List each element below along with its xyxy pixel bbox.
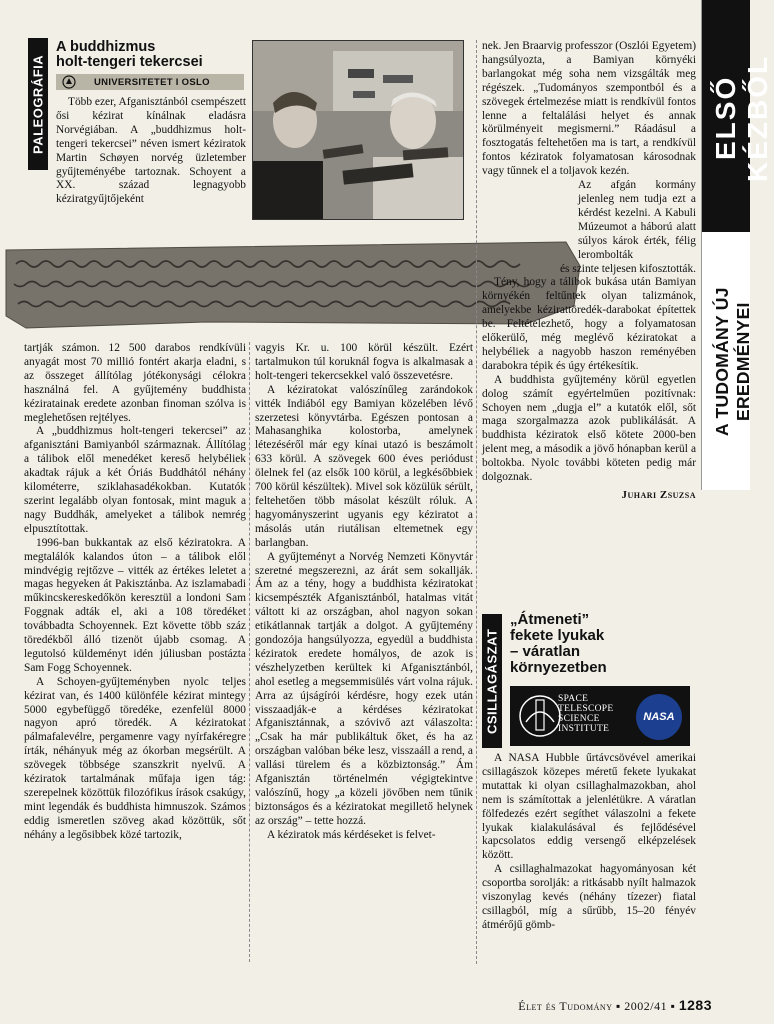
paragraph: vagyis Kr. u. 100 körül készült. Ezért tartalmukon túl koruknál fogva is alkalmasak a holt-tengeri tekercsekkel való összevetésre. bbox=[255, 342, 473, 382]
banner-title-elso-kezbol: ELSŐ KÉZBŐL bbox=[710, 54, 773, 182]
paragraph: A „buddhizmus holt-tengeri tekercsei” az afganisztáni Bamiyanból származnak. Állítólag a tálibok elől menedéket kereső helybéliek akadtak rájuk a két Óriás Buddhától néhány kilométerre, sziklahasadékokban. Kutatók szerint legalább olyan fontosak, mint maguk a nagy Buddhák, amelyeket a tálibok nemrég elpusztítottak. bbox=[24, 425, 246, 535]
stsci-text: TELESCOPE bbox=[558, 704, 614, 714]
author-byline: Juhari Zsuzsa bbox=[621, 489, 696, 501]
stsci-nasa-logo-panel bbox=[510, 686, 690, 746]
article1-column2 bbox=[255, 342, 473, 843]
stsci-wordmark bbox=[558, 694, 613, 734]
paragraph: nek. Jen Braarvig professzor (Oszlói Egyetem) hangsúlyozta, a Bamiyan környéki barlangokat még soha nem vizsgálták meg régészek. „Tudományos szempontból és a szövegek értelmezése miatt is rendkívül fontos lenne a feltalálási helyet és annak körülményeit megismerni.” Ráadásul a fosztogatás feltehetően ma is tart, a rendkívül fontos kéziratok folyamatosan károsodnak vagy tűnnek el a toljavok kezén. bbox=[482, 40, 696, 178]
footer-bullet: ▪ bbox=[615, 999, 625, 1013]
article2-body bbox=[482, 752, 696, 933]
column-divider bbox=[249, 342, 250, 962]
section-tag-paleografia: PALEOGRÁFIA bbox=[28, 38, 48, 170]
stsci-logo-icon bbox=[516, 692, 564, 740]
researchers-photo bbox=[252, 40, 464, 220]
stsci-text: INSTITUTE bbox=[558, 724, 610, 734]
column-divider bbox=[476, 40, 477, 964]
paragraph: A csillaghalmazokat hagyományosan két csoportba sorolják: a ritkásabb nyílt halmazok viszonylag kevés (néhány tízezer) fiatal csillagból, míg a sűrűbb, 15–20 fényév átmérőjű gömb- bbox=[482, 863, 696, 931]
paragraph: A kéziratok más kérdéseket is felvet- bbox=[267, 828, 436, 841]
article2-title-line4: környezetben bbox=[510, 659, 607, 676]
nasa-text: NASA bbox=[643, 711, 675, 723]
paragraph: A NASA Hubble űrtávcsövével amerikai csillagászok közepes méretű fekete lyukakat mutattak ki olyan csillaghalmazokban, ahol nem is számítottak a jelenlétükre. A váratlan fölfedezés ezért segíthet válaszolni a fekete lyukak kialakulásával és fejlődésével kapcsolatos eddig versengő elképzelések között. bbox=[482, 752, 696, 862]
article2-title-line3: – váratlan bbox=[510, 643, 581, 660]
page-number: 1283 bbox=[678, 997, 712, 1013]
article1-title bbox=[56, 40, 246, 70]
paragraph: Az afgán kormány jelenleg nem tudja ezt a kérdést kezelni. A Kabuli Múzeumot a háború alatt súlyos károk érték, félig lerombolták bbox=[578, 179, 696, 261]
article1-column1 bbox=[24, 342, 246, 843]
article2-title-line1: „Átmeneti” bbox=[510, 611, 590, 628]
paragraph: A Schoyen-gyűjteményben nyolc teljes kézirat van, és 1400 különféle kézirat mintegy 5000 egybefüggő töredéke, ezenfelül 8000 nagyon apró töredék. A kéziratokat pálmafalevélre, pergamenre vagy nyírfakéregre írták, néhányuk még az ókorban megsérült. A szövegek többsége szanszkrit nyelvű. A kéziratok tartalmának műfaja igen tág: szerepelnek közöttük filozófikus írások csakúgy, mint legendák és buddhista himnuszok. Számos eddig ismeretlen szöveg akad közöttük, sőt néhány a legősibbek közé tartozik, bbox=[24, 675, 246, 841]
article1-column3 bbox=[482, 40, 696, 503]
article2-title-line2: fekete lyukak bbox=[510, 627, 605, 644]
banner-subtitle: A TUDOMÁNY ÚJ EREDMÉNYEI bbox=[712, 287, 753, 437]
section-tag-csillagaszat: CSILLAGÁSZAT bbox=[482, 614, 502, 748]
nasa-logo-icon bbox=[636, 694, 682, 740]
stsci-text: SCIENCE bbox=[558, 714, 600, 724]
journal-name: Élet és Tudomány bbox=[518, 999, 613, 1013]
paragraph: és szinte teljesen kifosztották. bbox=[559, 262, 696, 275]
stsci-text: SPACE bbox=[558, 694, 589, 704]
source-label: UNIVERSITETET I OSLO bbox=[94, 76, 210, 88]
paragraph: tartják számon. 12 500 darabos rendkívüli anyagát most 70 millió fontért akarja eladni, s az összeget állítólag jótékonysági célokra használná fel. A gyűjtemény buddhista kéziratainak eredete azonban finoman szólva is meglehetősen rejtélyes. bbox=[24, 342, 246, 424]
page-footer bbox=[518, 997, 712, 1014]
article1-title-line2: holt-tengeri tekercsei bbox=[56, 54, 203, 70]
article1-intro-text: Több ezer, Afganisztánból csempészett ősi kézirat kínálnak eladásra Norvégiában. A „buddhizmus holt-tengeri tekercsei” néven ismert kéziratok Martin Schøyen norvég üzletember gyűjteményébe tartoznak. Schoyent a XX. század legnagyobb kéziratgyűjtőjeként bbox=[56, 96, 246, 206]
issue-number: 2002/41 bbox=[624, 999, 668, 1013]
source-bar bbox=[56, 74, 244, 90]
footer-bullet: ▪ bbox=[670, 999, 679, 1013]
section-banner bbox=[701, 0, 773, 490]
article2-title bbox=[510, 612, 700, 676]
article1-title-line1: A buddhizmus bbox=[56, 39, 156, 55]
paragraph: A gyűjteményt a Norvég Nemzeti Könyvtár szeretné megszerezni, az árát sem sokallják. Ám az a tény, hogy a buddhista kéziratokat kicsempészték Afganisztánból, hatalmas vitát váltott ki az országban, ahol nagyon sokan etikátlannak tartják a dolgot. A gyűjtemény gondozója hangsúlyozza, egyedül a buddhista kéziratok eredete homályos, de azok is vészhelyzetben kerültek ki Afganisztánból, ahol esetleg a megsemmisülés várt volna rájuk. Arra az újságírói kérdésre, hogy ezek után visszaadják-e a kérdéses kéziratokat Afganisztánnak, a szóvivő azt válaszolta: „Csak ha már publikáltuk őket, és ha az országban valóban béke lesz, visszaáll a rend, a vallási türelem és a közbiztonság.” Ám Afganisztán történelmén végigtekintve valószínű, hogy „a közeli jövőben nem tűnik biztonságos és a kéziratokat megillető helynek az ország” – tette hozzá. bbox=[255, 550, 473, 827]
article1-intro bbox=[56, 96, 246, 207]
paragraph: A kéziratokat valószínűleg zarándokok vitték Indiából egy Bamiyan közelében lévő szerzetesi könyvtárba. Egészen pontosan a Mahasanghika kolostorba, amelynek létezéséről már egy kínai utazó is beszámolt 633 körül. A szövegek 600 éves periódust ölelnek fel (az elsők 100 körül, a legkésőbbiek 700 körül készültek). Mivel sok közülük sérült, feltehetően több másolat készült róluk. A hagyományszerint ugyanis egy kéziratot a másolás után riutálisan eltemetnek egy barlangban. bbox=[255, 383, 473, 549]
paragraph: 1996-ban bukkantak az első kéziratokra. A megtalálók kalandos úton – a tálibok elől mindvégig rejtőzve – vitték az értékes leletet a magas hegyeken át Pakisztánba. Az iszlamabadi műkincskereskedőkön keresztül a londoni Sam Foggnak adták el, aki a 108 töredéket továbbadta Schoyennek. Ezt követte több száz töredékből álló tizenöt újabb csomag. A legutolsó küldeményt idén júliusban postázta Sam Fogg Schoyennek. bbox=[24, 536, 246, 674]
university-seal-icon bbox=[62, 75, 76, 89]
paragraph: Tény, hogy a tálibok bukása után Bamiyan környékén feltűntek olyan talizmánok, amelyekbe kézirattöredék-darabokat építettek be. Feltételezhető, hogy a folyamatosan előkerülő, még meglévő kéziratokat a helybéliek a nagyobb haszon reményében darabokra tépik és úgy értékesítik. bbox=[482, 276, 696, 372]
paragraph: A buddhista gyűjtemény körül egyetlen dolog számít egyértelműen pozitívnak: Schoyen nem „dugja el” a kutatók elől, sőt maga szorgalmazza azok publikálását. A buddhista kéziratok első kötete 2000-ben jelent meg, a második a jövő hónapban kerül a boltokba. Nyolc további köteten pedig már dolgoznak. bbox=[482, 373, 696, 484]
